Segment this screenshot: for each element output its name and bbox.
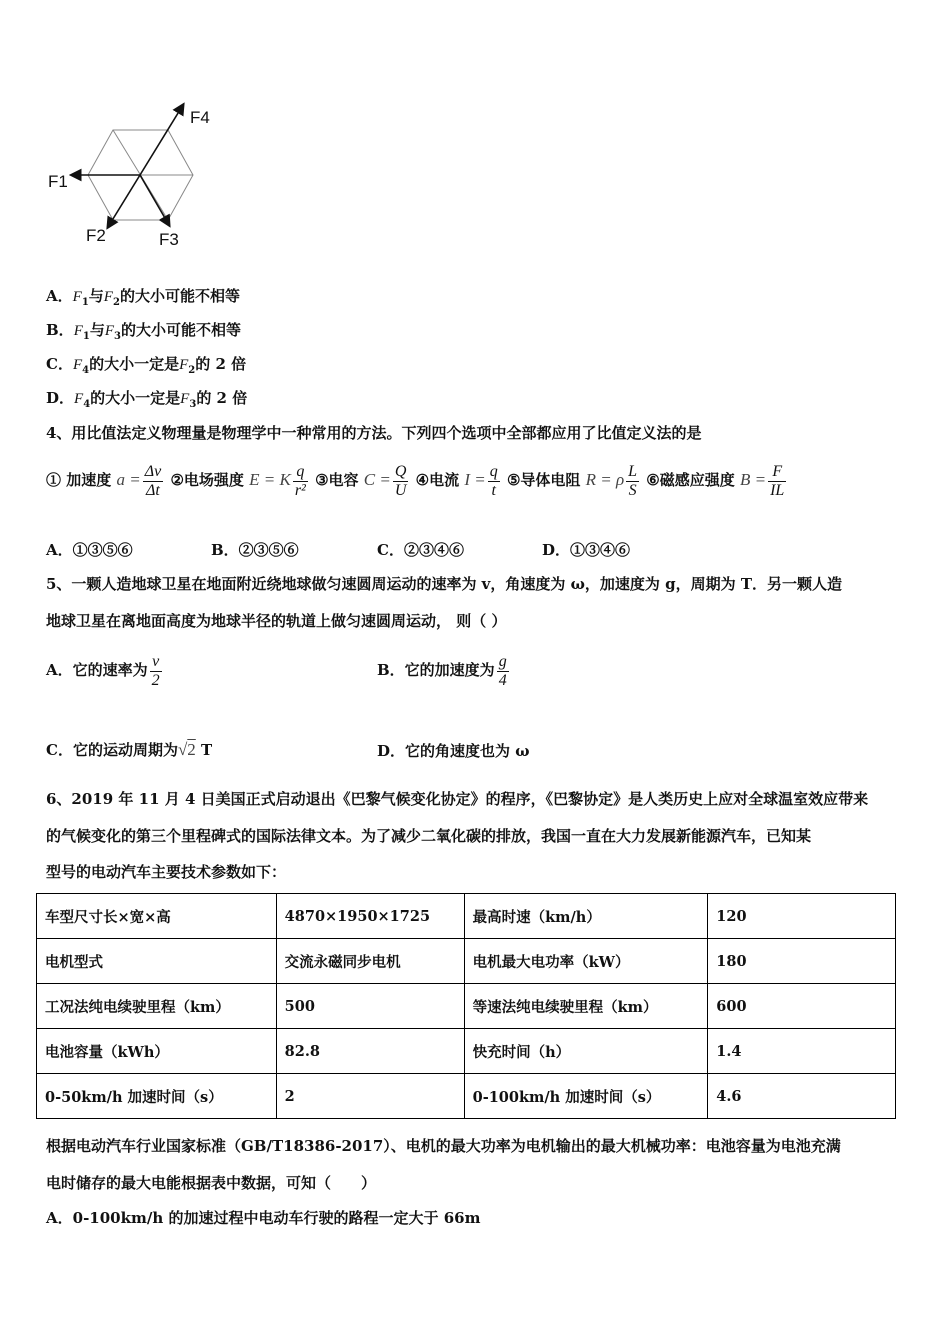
table-row — [37, 939, 896, 984]
table-row — [37, 1074, 896, 1119]
q6-stem-line-3: 型号的电动汽车主要技术参数如下： — [46, 863, 287, 881]
q4-option-b: B．②③⑤⑥ — [211, 541, 299, 559]
q5-option-d: D．它的角速度也为 ω — [377, 742, 530, 760]
label-f3: F3 — [159, 230, 179, 249]
table-row — [37, 894, 896, 939]
table-cell: 等速法纯电续驶里程（km） — [464, 984, 708, 1029]
table-cell: 600 — [708, 984, 896, 1029]
table-cell: 0-100km/h 加速时间（s） — [464, 1074, 708, 1119]
force-f4-arrow — [140, 105, 183, 175]
q3-option-b: B．$F_1$与$F_3$的大小可能不相等 — [46, 321, 241, 342]
table-cell: 82.8 — [276, 1029, 464, 1074]
table-cell: 500 — [276, 984, 464, 1029]
table-cell: 最高时速（km/h） — [464, 894, 708, 939]
table-cell: 交流永磁同步电机 — [276, 939, 464, 984]
table-cell: 电池容量（kWh） — [37, 1029, 277, 1074]
table-cell: 快充时间（h） — [464, 1029, 708, 1074]
table-cell: 0-50km/h 加速时间（s） — [37, 1074, 277, 1119]
q3-option-d: D．$F_4$的大小一定是$F_3$的 2 倍 — [46, 389, 248, 410]
table-cell: 2 — [276, 1074, 464, 1119]
q6-after-line-1: 根据电动汽车行业国家标准（GB/T18386-2017）、电机的最大功率为电机输出的最大机械功率：电池容量为电池充满 — [46, 1137, 841, 1155]
table-row — [37, 1029, 896, 1074]
q4-formula-list — [46, 460, 788, 500]
q4-item-4: ④电流 I = $\frac{q}{t}$ — [415, 462, 498, 499]
q5-stem-line-2: 地球卫星在离地面高度为地球半径的轨道上做匀速圆周运动， 则（ ） — [46, 612, 507, 630]
q6-after-line-2: 电时储存的最大电能根据表中数据，可知（ ） — [46, 1174, 377, 1192]
q6-stem-line-2: 的气候变化的第三个里程碑式的国际法律文本。为了减少二氧化碳的排放，我国一直在大力发展新能源汽车，已知某 — [46, 827, 812, 845]
label-f2: F2 — [86, 226, 106, 245]
q5-option-c: C．它的运动周期为√2 T — [46, 740, 213, 759]
table-cell: 电机最大电功率（kW） — [464, 939, 708, 984]
q4-option-d: D．①③④⑥ — [542, 541, 631, 559]
table-cell: 4870×1950×1725 — [276, 894, 464, 939]
ev-spec-table — [36, 893, 896, 1119]
table-cell: 4.6 — [708, 1074, 896, 1119]
q5-option-b: B．它的加速度为 $\frac{g}{4}$ — [377, 652, 507, 689]
force-f3-arrow — [140, 175, 169, 225]
table-cell: 1.4 — [708, 1029, 896, 1074]
sqrt-symbol: √2 — [177, 740, 196, 759]
table-row — [37, 984, 896, 1029]
q5-option-a: A．它的速率为 $\frac{v}{2}$ — [46, 652, 160, 689]
q4-option-c: C．②③④⑥ — [377, 541, 464, 559]
table-cell: 车型尺寸长×宽×高 — [37, 894, 277, 939]
force-hexagon-figure — [40, 95, 230, 255]
force-f2-arrow — [108, 175, 140, 227]
q4-stem: 4、用比值法定义物理量是物理学中一种常用的方法。下列四个选项中全部都应用了比值定义法的是 — [46, 424, 702, 442]
q3-option-c: C．$F_4$的大小一定是$F_2$的 2 倍 — [46, 355, 247, 376]
table-cell: 120 — [708, 894, 896, 939]
table-cell: 180 — [708, 939, 896, 984]
label-f4: F4 — [190, 108, 210, 127]
q3-option-a: A．$F_1$与$F_2$的大小可能不相等 — [46, 287, 240, 308]
q6-option-a: A．0-100km/h 的加速过程中电动车行驶的路程一定大于 66m — [46, 1209, 481, 1227]
q4-item-2: ②电场强度 E = K $\frac{q}{\text{r²}}$ — [170, 462, 306, 499]
q4-option-a: A．①③⑤⑥ — [46, 541, 133, 559]
table-cell: 电机型式 — [37, 939, 277, 984]
q4-item-5: ⑤导体电阻 R = ρ $\frac{L}{S}$ — [506, 462, 638, 499]
q4-item-1: ① 加速度 a = $\frac{\Delta v}{\Delta t}$ — [46, 462, 162, 499]
q4-item-6: ⑥磁感应强度 B = $\frac{F}{IL}$ — [646, 462, 785, 499]
table-cell: 工况法纯电续驶里程（km） — [37, 984, 277, 1029]
q6-stem-line-1: 6、2019 年 11 月 4 日美国正式启动退出《巴黎气候变化协定》的程序，《巴黎协定》是人类历史上应对全球温室效应带来 — [46, 790, 869, 808]
q4-item-3: ③电容 C = $\frac{Q}{U}$ — [315, 462, 407, 499]
q5-stem-line-1: 5、一颗人造地球卫星在地面附近绕地球做匀速圆周运动的速率为 v，角速度为 ω，加速度为 g，周期为 T．另一颗人造 — [46, 575, 842, 593]
label-f1: F1 — [48, 172, 68, 191]
